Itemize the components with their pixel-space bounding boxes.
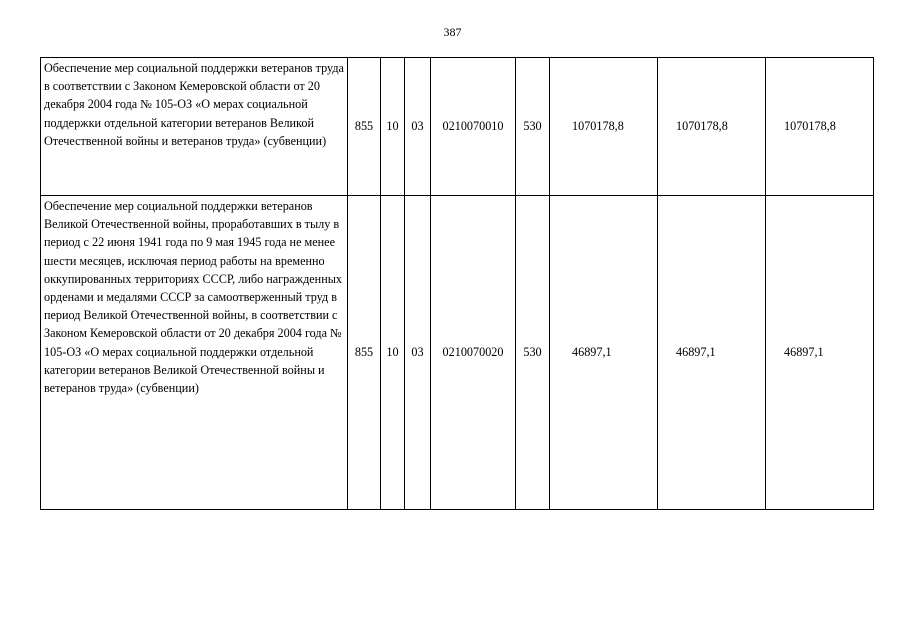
amount-year-1: 46897,1 [550,196,658,510]
amount-year-3: 46897,1 [766,196,874,510]
ministry-code: 855 [348,58,381,196]
subsection-code: 03 [405,58,431,196]
section-code: 10 [381,196,405,510]
budget-table [40,57,874,510]
table-row [41,58,874,196]
target-article-code: 0210070010 [431,58,516,196]
section-code: 10 [381,58,405,196]
expense-description: Обеспечение мер социальной поддержки ветеранов труда в соответствии с Законом Кемеровской области от 20 декабря 2004 года № 105-ОЗ «О мерах социальной поддержки отдельной категории ветеранов Великой Отечественной войны и ветеранов труда» (субвенции) [41,58,348,196]
subsection-code: 03 [405,196,431,510]
target-article-code: 0210070020 [431,196,516,510]
expense-description: Обеспечение мер социальной поддержки ветеранов Великой Отечественной войны, проработавших в тылу в период с 22 июня 1941 года по 9 мая 1945 года не менее шести месяцев, исключая период работы на временно оккупированных территориях СССР, либо награжденных орденами и медалями СССР за самоотверженный труд в период Великой Отечественной войны, в соответствии с Законом Кемеровской области от 20 декабря 2004 года № 105-ОЗ «О мерах социальной поддержки отдельной категории ветеранов Великой Отечественной войны и ветеранов труда» (субвенции) [41,196,348,510]
table-row [41,196,874,510]
expense-type-code: 530 [516,196,550,510]
ministry-code: 855 [348,196,381,510]
amount-year-2: 1070178,8 [658,58,766,196]
amount-year-2: 46897,1 [658,196,766,510]
amount-year-3: 1070178,8 [766,58,874,196]
amount-year-1: 1070178,8 [550,58,658,196]
page-number: 387 [443,25,462,39]
expense-type-code: 530 [516,58,550,196]
